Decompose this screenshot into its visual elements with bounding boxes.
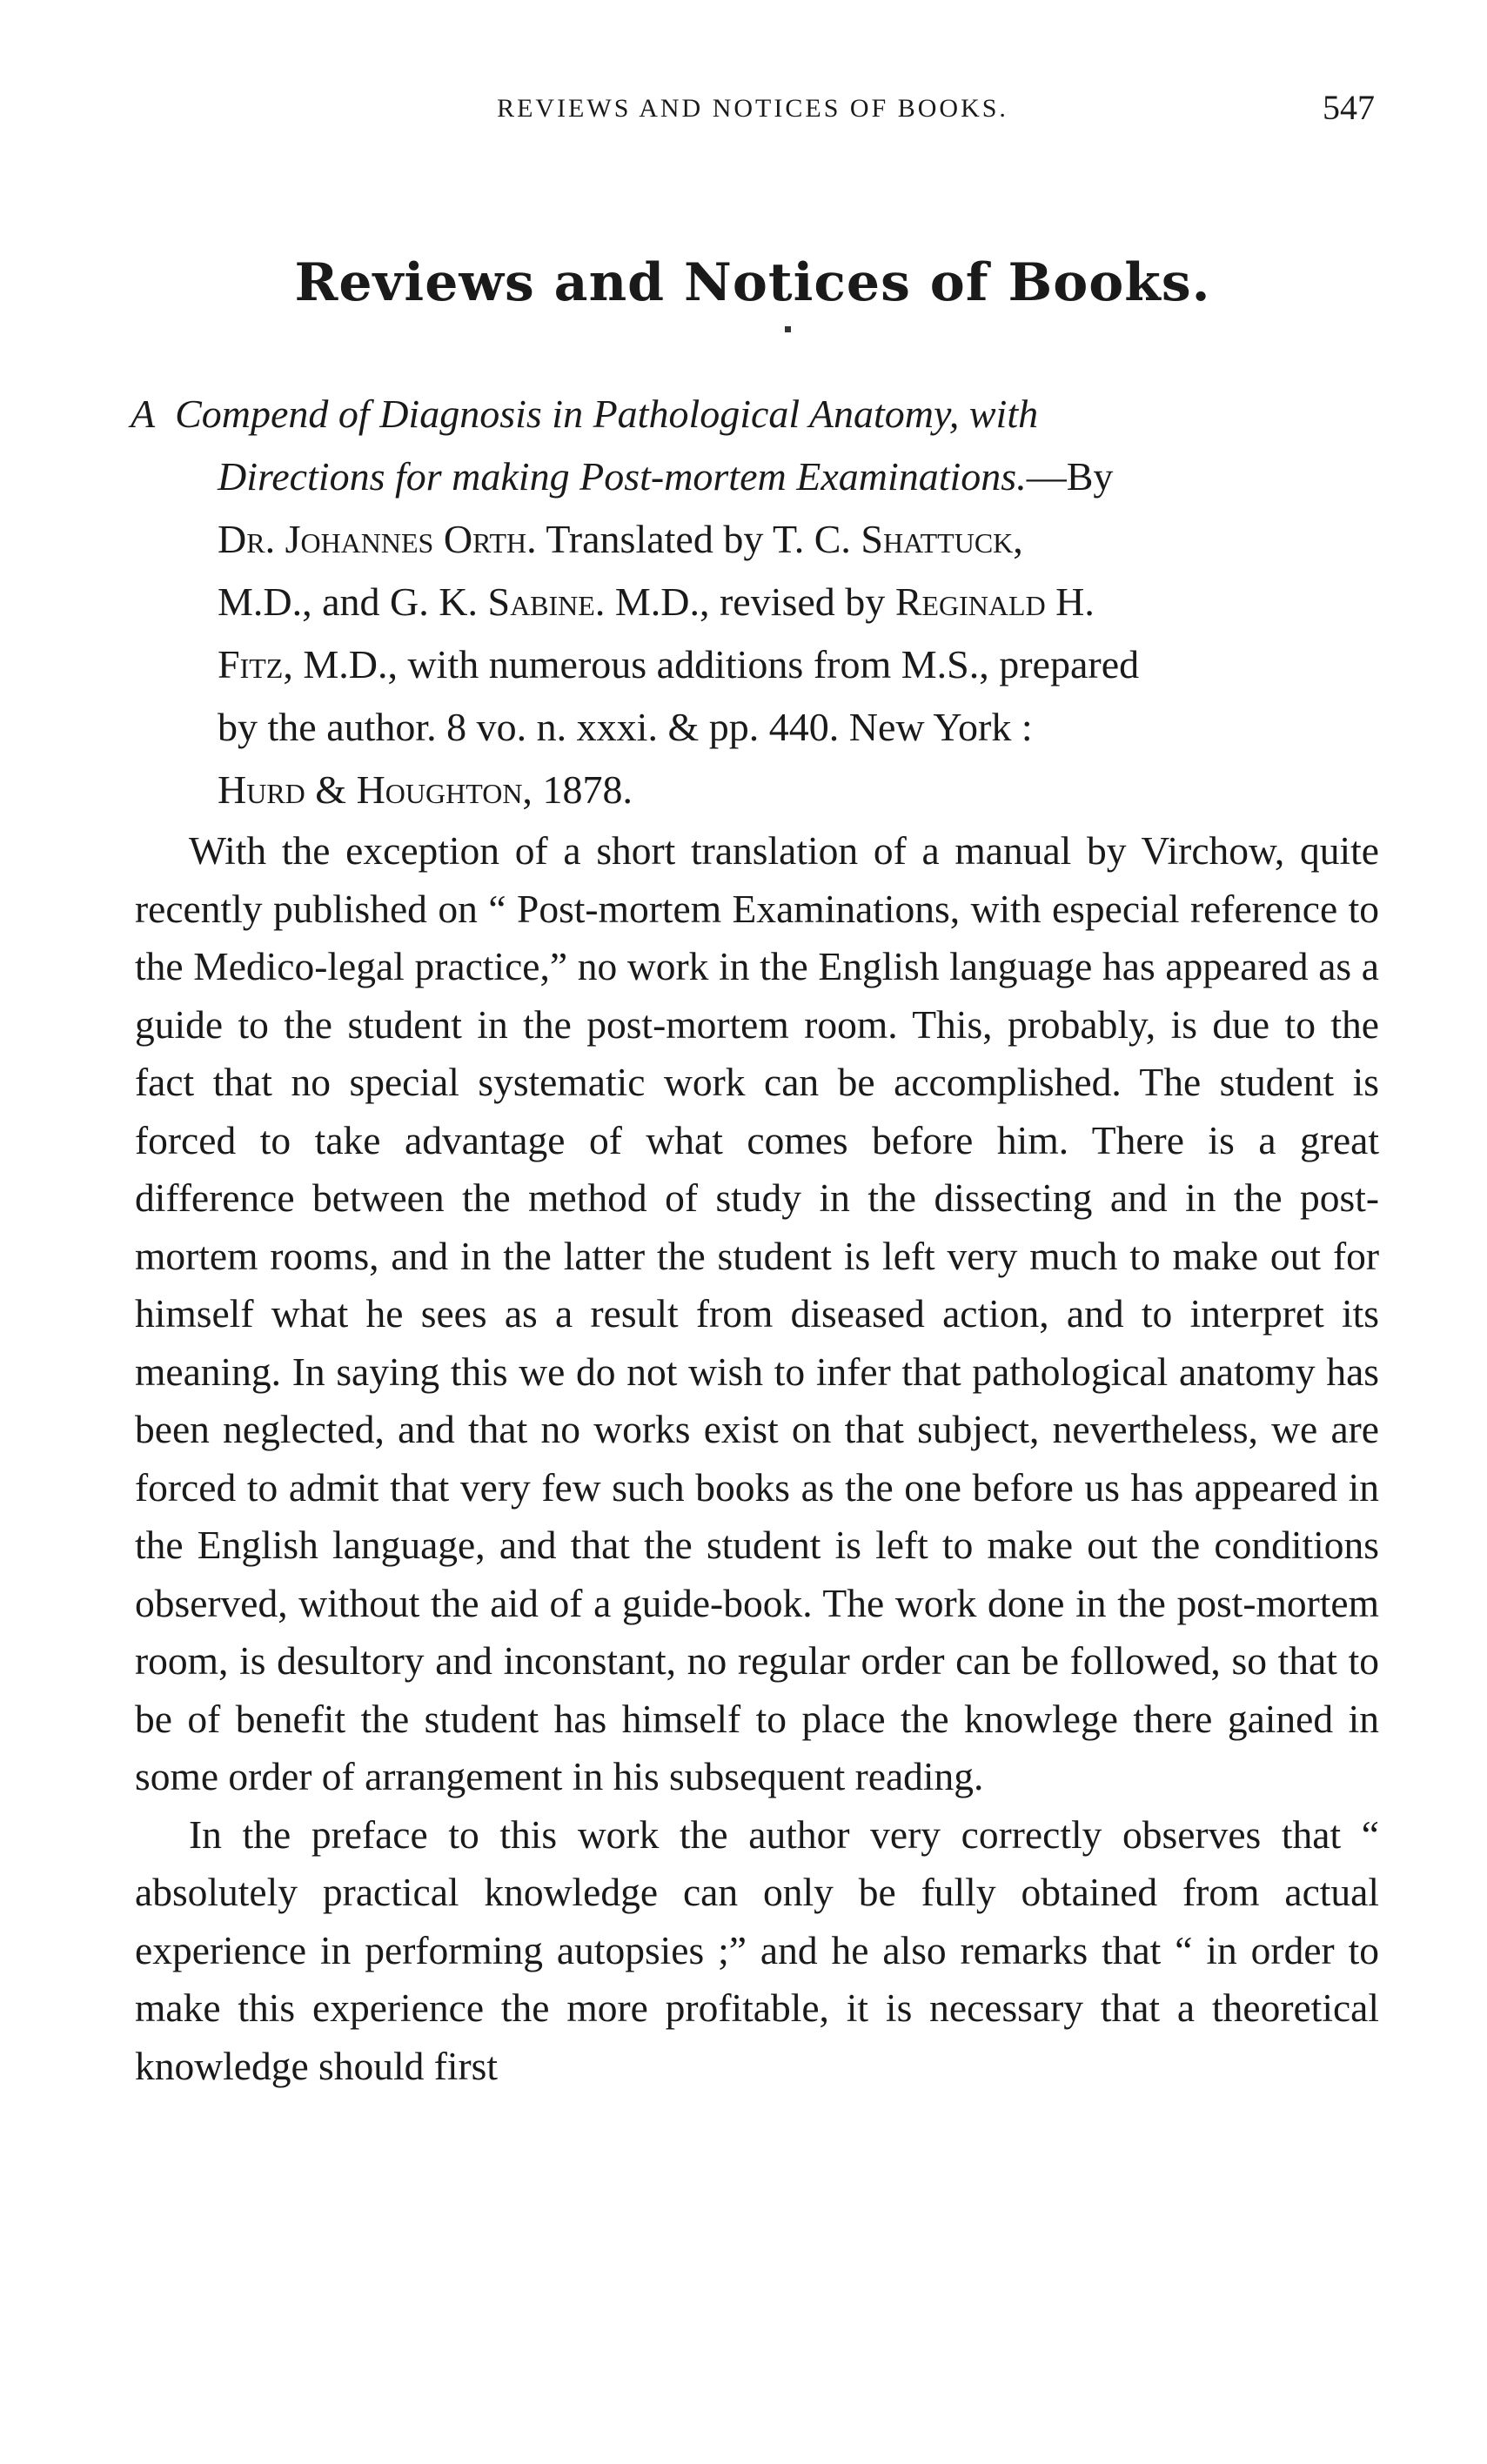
citation-reviser: Reginald H. — [894, 579, 1095, 624]
citation-translated-by: Translated by T. C. — [536, 517, 861, 561]
citation-publisher-1: Hurd — [218, 767, 305, 812]
citation-by: —By — [1026, 454, 1114, 499]
citation-article: A — [131, 392, 156, 436]
citation-reviser-surname: Fitz, — [218, 642, 293, 686]
citation-ampersand: & — [305, 767, 357, 812]
citation-line-6 — [131, 696, 1388, 759]
citation-degree-1: M.D., and G. K. — [218, 579, 488, 624]
title-ornament — [785, 326, 791, 332]
citation-translator-2: Sabine. — [487, 579, 606, 624]
running-head — [131, 88, 1375, 137]
citation-revised-by: M.D., revised by — [605, 579, 895, 624]
citation-line-2 — [131, 445, 1388, 508]
section-title: Reviews and Notices of Books. — [294, 252, 1211, 313]
citation-line-4 — [131, 571, 1388, 633]
body-paragraph-1: With the exception of a short translation of a manual by Virchow, quite recently published on “ Post-mortem Examinations, with especial reference to the Medico-legal practice,” no work in the English language has appeared as a guide to the student in the post-mortem room. This, probably, is due to the fact that no special systematic work can be accomplished. The student is forced to take advantage of what comes before him. There is a great difference between the method of study in the dissecting and in the post-mortem rooms, and in the latter the student is left very much to make out for himself what he sees as a result from diseased action, and to interpret its meaning. In saying this we do not wish to infer that pathological anatomy has been neglected, and that no works exist on that subject, nevertheless, we are forced to admit that very few such books as the one before us has appeared in the English language, and that the student is left to make out the conditions observed, without the aid of a guide-book. The work done in the post-mortem room, is desultory and inconstant, no regular order can be followed, so that to be of benefit the student has himself to place the knowlege there gained in some order of arrangement in his subsequent reading. — [135, 828, 1379, 1798]
running-title: REVIEWS AND NOTICES OF BOOKS. — [497, 94, 1008, 123]
citation-line-5 — [131, 633, 1388, 696]
citation-publisher-2: Houghton, — [356, 767, 533, 812]
body-paragraph-2: In the preface to this work the author very correctly observes that “ absolutely practical knowledge can only be fully obtained from actual experience in performing autopsies ;” and he also remarks that “ in order to make this experience the more profitable, it is necessary that a theoretical knowledge should first — [135, 1811, 1379, 2088]
citation-line-7 — [131, 759, 1388, 821]
citation-additions: M.D., with numerous additions from M.S., prepared — [292, 642, 1140, 686]
citation-translator-1: Shattuck, — [861, 517, 1023, 561]
page-number: 547 — [1323, 88, 1375, 127]
citation-line-3 — [131, 508, 1388, 571]
citation-title-part-2: Directions for making Post-mortem Examinations. — [218, 454, 1027, 499]
citation-title-part-1: Compend of Diagnosis in Pathological Anatomy, with — [175, 392, 1039, 436]
citation-author: Dr. Johannes Orth. — [218, 517, 537, 561]
citation-year: 1878. — [532, 767, 633, 812]
book-citation — [131, 383, 1388, 821]
citation-line-1 — [131, 383, 1388, 445]
review-body — [135, 822, 1379, 2095]
citation-format: by the author. 8 vo. n. xxxi. & pp. 440. New York : — [218, 705, 1033, 749]
